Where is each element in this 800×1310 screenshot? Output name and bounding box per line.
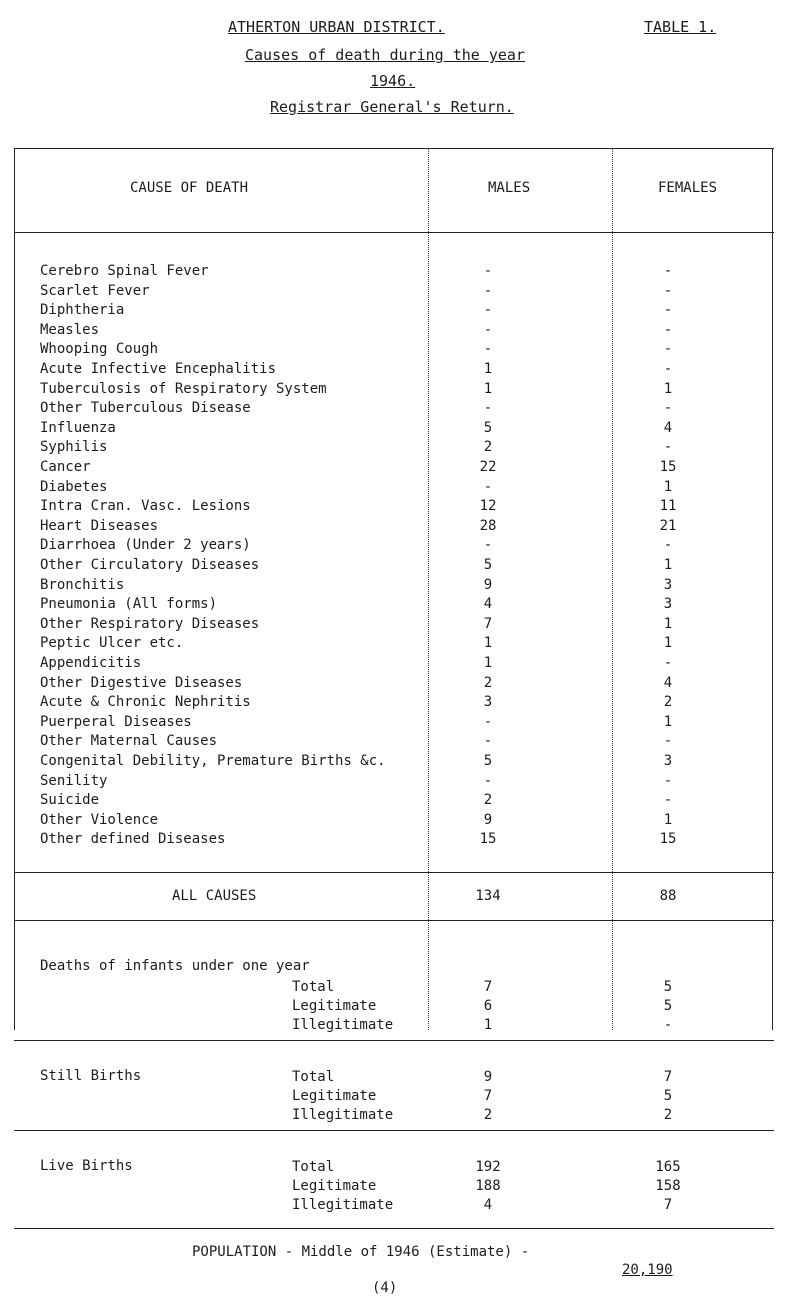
females-count: 3	[663, 596, 673, 613]
still-births-label: Still Births	[40, 1068, 142, 1084]
table-left-border	[14, 148, 15, 1030]
females-count: 5	[663, 979, 673, 995]
males-count: 1	[483, 380, 493, 397]
males-count: 192	[475, 1159, 501, 1175]
males-count: 2	[483, 439, 493, 456]
cause-name: Peptic Ulcer etc.	[40, 635, 184, 652]
all-causes-males: 134	[475, 888, 501, 904]
females-count: -	[663, 302, 673, 319]
males-count: -	[483, 772, 493, 789]
males-count: 9	[483, 576, 493, 593]
females-count: -	[663, 400, 673, 417]
cause-name: Intra Cran. Vasc. Lesions	[40, 498, 251, 515]
cause-name: Other Maternal Causes	[40, 733, 218, 750]
cause-name: Congenital Debility, Premature Births &c.	[40, 753, 386, 769]
document-year: 1946.	[370, 72, 416, 90]
males-count: 12	[479, 498, 497, 515]
cause-name: Acute Infective Encephalitis	[40, 361, 277, 377]
males-count: -	[483, 263, 493, 279]
column-header-females: FEMALES	[658, 180, 718, 196]
cause-name: Senility	[40, 772, 108, 789]
females-count: 1	[663, 557, 673, 573]
district-heading: ATHERTON URBAN DISTRICT.	[228, 18, 445, 36]
females-count: -	[663, 1017, 673, 1033]
page-number: (4)	[372, 1280, 398, 1296]
females-count: 5	[663, 1088, 673, 1104]
cause-name: Acute & Chronic Nephritis	[40, 694, 251, 711]
males-count: 188	[475, 1178, 501, 1194]
cause-name: Other Circulatory Diseases	[40, 557, 260, 573]
sub-row-label: Legitimate	[292, 1178, 377, 1194]
males-count: 5	[483, 419, 493, 436]
live-births-label: Live Births	[40, 1158, 133, 1174]
live-births-divider	[14, 1130, 774, 1131]
cause-name: Other Digestive Diseases	[40, 674, 243, 691]
source-line: Registrar General's Return.	[270, 98, 514, 116]
males-count: 4	[483, 596, 493, 613]
females-count: -	[663, 655, 673, 671]
females-count: 3	[663, 576, 673, 593]
still-births-divider	[14, 1040, 774, 1041]
females-count: 2	[663, 694, 673, 711]
males-count: 1	[483, 655, 493, 671]
males-count: 2	[483, 1107, 493, 1123]
column-header-cause: CAUSE OF DEATH	[130, 180, 249, 196]
males-count: -	[483, 537, 493, 554]
table-top-border	[14, 148, 774, 149]
females-count: 165	[655, 1159, 681, 1175]
males-count: 7	[483, 615, 493, 632]
sub-row-label: Legitimate	[292, 1088, 377, 1104]
females-count: 15	[659, 831, 677, 848]
females-count: 21	[659, 517, 677, 534]
males-count: 1	[483, 361, 493, 377]
cause-name: Appendicitis	[40, 655, 142, 671]
females-count: -	[663, 439, 673, 456]
females-count: 4	[663, 674, 673, 691]
females-count: 1	[663, 380, 673, 397]
males-count: 1	[483, 1017, 493, 1033]
cause-name: Other Violence	[40, 811, 159, 828]
males-count: 3	[483, 694, 493, 711]
cause-name: Bronchitis	[40, 576, 125, 593]
cause-name: Suicide	[40, 792, 100, 809]
females-count: 7	[663, 1069, 673, 1085]
header-divider	[14, 232, 774, 233]
sub-row-label: Illegitimate	[292, 1107, 394, 1123]
males-count: 5	[483, 557, 493, 573]
infants-divider	[14, 920, 774, 921]
table-right-border	[772, 148, 773, 1030]
males-count: -	[483, 478, 493, 495]
males-count: 7	[483, 979, 493, 995]
females-count: 158	[655, 1178, 681, 1194]
males-count: 9	[483, 811, 493, 828]
sub-row-label: Illegitimate	[292, 1197, 394, 1213]
cause-name: Syphilis	[40, 439, 108, 456]
males-count: -	[483, 341, 493, 358]
cause-name: Pneumonia (All forms)	[40, 596, 218, 613]
cause-name: Measles	[40, 321, 100, 338]
males-count: 28	[479, 517, 497, 534]
males-count: 7	[483, 1088, 493, 1104]
males-count: 22	[479, 459, 497, 475]
cause-name: Diphtheria	[40, 302, 125, 319]
females-count: -	[663, 792, 673, 809]
cause-name: Tuberculosis of Respiratory System	[40, 380, 327, 397]
females-count: 2	[663, 1107, 673, 1123]
cause-name: Heart Diseases	[40, 517, 159, 534]
females-count: 3	[663, 753, 673, 769]
females-count: -	[663, 733, 673, 750]
males-count: 1	[483, 635, 493, 652]
cause-name: Other defined Diseases	[40, 831, 226, 848]
sub-row-label: Legitimate	[292, 998, 377, 1014]
sub-row-label: Total	[292, 979, 335, 995]
females-count: 4	[663, 419, 673, 436]
males-count: 2	[483, 674, 493, 691]
males-count: 15	[479, 831, 497, 848]
males-count: 2	[483, 792, 493, 809]
males-count: -	[483, 733, 493, 750]
males-count: -	[483, 282, 493, 299]
females-count: 1	[663, 478, 673, 495]
females-count: -	[663, 537, 673, 554]
cause-name: Puerperal Diseases	[40, 713, 192, 730]
all-causes-females: 88	[659, 888, 677, 904]
sub-row-label: Total	[292, 1159, 335, 1175]
table-bottom-border	[14, 1228, 774, 1229]
females-count: -	[663, 361, 673, 377]
column-divider-males-females	[612, 148, 613, 1030]
males-count: 6	[483, 998, 493, 1014]
cause-name: Other Tuberculous Disease	[40, 400, 251, 417]
cause-name: Cancer	[40, 459, 91, 475]
males-count: 9	[483, 1069, 493, 1085]
females-count: -	[663, 263, 673, 279]
females-count: 7	[663, 1197, 673, 1213]
females-count: 11	[659, 498, 677, 515]
females-count: -	[663, 321, 673, 338]
cause-name: Diarrhoea (Under 2 years)	[40, 537, 251, 554]
females-count: 1	[663, 713, 673, 730]
males-count: -	[483, 302, 493, 319]
females-count: -	[663, 341, 673, 358]
all-causes-label: ALL CAUSES	[172, 888, 257, 904]
sub-row-label: Total	[292, 1069, 335, 1085]
cause-name: Other Respiratory Diseases	[40, 615, 260, 632]
cause-name: Cerebro Spinal Fever	[40, 263, 209, 279]
population-label: POPULATION - Middle of 1946 (Estimate) -	[192, 1244, 530, 1260]
document-title: Causes of death during the year	[245, 46, 525, 64]
females-count: 15	[659, 459, 677, 475]
males-count: 4	[483, 1197, 493, 1213]
females-count: -	[663, 282, 673, 299]
infants-label: Deaths of infants under one year	[40, 958, 310, 974]
females-count: -	[663, 772, 673, 789]
all-causes-divider	[14, 872, 774, 873]
males-count: -	[483, 713, 493, 730]
sub-row-label: Illegitimate	[292, 1017, 394, 1033]
population-value: 20,190	[622, 1262, 673, 1278]
females-count: 5	[663, 998, 673, 1014]
females-count: 1	[663, 615, 673, 632]
females-count: 1	[663, 811, 673, 828]
table-number: TABLE 1.	[644, 18, 717, 36]
cause-name: Diabetes	[40, 478, 108, 495]
females-count: 1	[663, 635, 673, 652]
cause-name: Scarlet Fever	[40, 282, 150, 299]
males-count: 5	[483, 753, 493, 769]
males-count: -	[483, 321, 493, 338]
column-header-males: MALES	[488, 180, 531, 196]
cause-name: Whooping Cough	[40, 341, 159, 358]
cause-name: Influenza	[40, 419, 116, 436]
column-divider-cause-males	[428, 148, 429, 1030]
males-count: -	[483, 400, 493, 417]
